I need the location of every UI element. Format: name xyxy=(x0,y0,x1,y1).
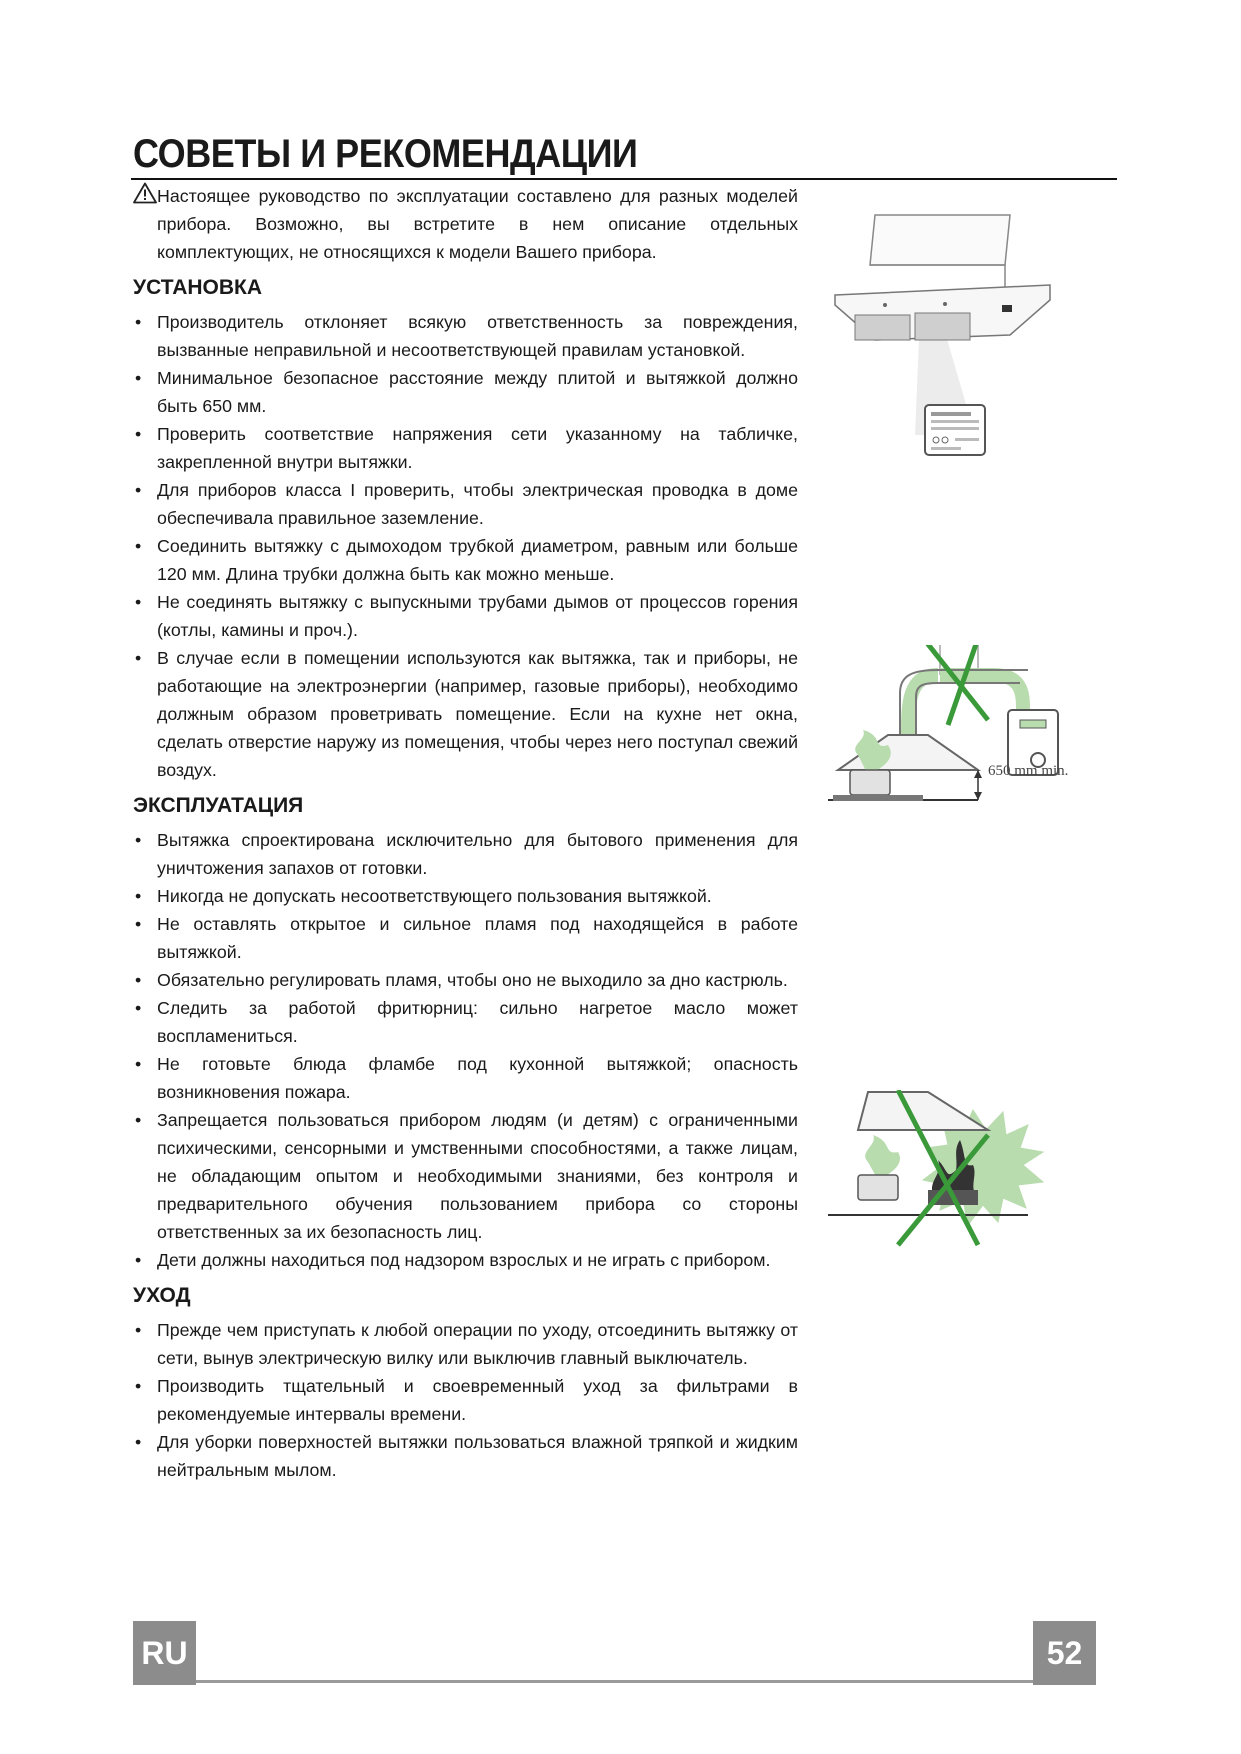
minimum-distance-illustration xyxy=(828,645,1088,905)
list-item: • Прежде чем приступать к любой операции по уходу, отсоединить вытяжку от сети, вынув электрическую вилку или выключив главный выключатель. xyxy=(133,1316,798,1372)
list-item: • Никогда не допускать несоответствующего пользования вытяжкой. xyxy=(133,882,798,910)
list-item: • Не соединять вытяжку с выпускными трубами дымов от процессов горения (котлы, камины и проч.). xyxy=(133,588,798,644)
list-item: • Производитель отклоняет всякую ответственность за повреждения, вызванные неправильной и несоответствующей правилам установкой. xyxy=(133,308,798,364)
manual-note: Настоящее руководство по эксплуатации составлено для разных моделей прибора. Возможно, вы встретите в нем описание отдельных комплектующих, не относящихся к модели Вашего прибора. xyxy=(157,186,798,262)
page-number: 52 xyxy=(1033,1621,1096,1685)
list-item: • Обязательно регулировать пламя, чтобы оно не выходило за дно кастрюль. xyxy=(133,966,798,994)
footer-divider xyxy=(190,1680,1048,1683)
operation-list xyxy=(133,826,798,1274)
list-item: • Для уборки поверхностей вытяжки пользоваться влажной тряпкой и жидким нейтральным мылом. xyxy=(133,1428,798,1484)
operation-heading: ЭКСПЛУАТАЦИЯ xyxy=(133,794,304,817)
list-item: • Для приборов класса I проверить, чтобы электрическая проводка в доме обеспечивала правильное заземление. xyxy=(133,476,798,532)
list-item: • Запрещается пользоваться прибором людям (и детям) с ограниченными психическими, сенсорными и умственными способностями, а также лицам, не обладающим опытом и необходимыми знаниями, без контроля и предварительного обучения пользованием прибора со стороны ответственных за их безопасность лиц. xyxy=(133,1106,798,1246)
list-item: • В случае если в помещении используются как вытяжка, так и приборы, не работающие на электроэнергии (например, газовые приборы), необходимо должным образом проветривать помещение. Если на кухне нет окна, сделать отверстие наружу из помещения, чтобы через него поступал свежий воздух. xyxy=(133,644,798,784)
page-title: СОВЕТЫ И РЕКОМЕНДАЦИИ xyxy=(133,132,638,176)
distance-label: 650 mm min. xyxy=(988,763,1069,779)
title-divider xyxy=(131,178,1117,180)
hood-rating-plate-illustration xyxy=(830,205,1080,485)
care-list xyxy=(133,1316,798,1484)
care-heading: УХОД xyxy=(133,1284,191,1307)
list-item: • Соединить вытяжку с дымоходом трубкой диаметром, равным или больше 120 мм. Длина трубки должна быть как можно меньше. xyxy=(133,532,798,588)
flambe-fire-illustration xyxy=(828,1090,1088,1280)
language-badge: RU xyxy=(133,1621,196,1685)
installation-list xyxy=(133,308,798,784)
list-item: • Проверить соответствие напряжения сети указанному на табличке, закрепленной внутри вытяжки. xyxy=(133,420,798,476)
list-item: • Минимальное безопасное расстояние между плитой и вытяжкой должно быть 650 мм. xyxy=(133,364,798,420)
list-item: • Следить за работой фритюрниц: сильно нагретое масло может воспламениться. xyxy=(133,994,798,1050)
list-item: • Дети должны находиться под надзором взрослых и не играть с прибором. xyxy=(133,1246,798,1274)
installation-heading: УСТАНОВКА xyxy=(133,276,263,299)
main-column xyxy=(133,182,798,1484)
list-item: • Вытяжка спроектирована исключительно для бытового применения для уничтожения запахов от готовки. xyxy=(133,826,798,882)
list-item: • Не оставлять открытое и сильное пламя под находящейся в работе вытяжкой. xyxy=(133,910,798,966)
list-item: • Производить тщательный и своевременный уход за фильтрами в рекомендуемые интервалы времени. xyxy=(133,1372,798,1428)
list-item: • Не готовьте блюда фламбе под кухонной вытяжкой; опасность возникновения пожара. xyxy=(133,1050,798,1106)
